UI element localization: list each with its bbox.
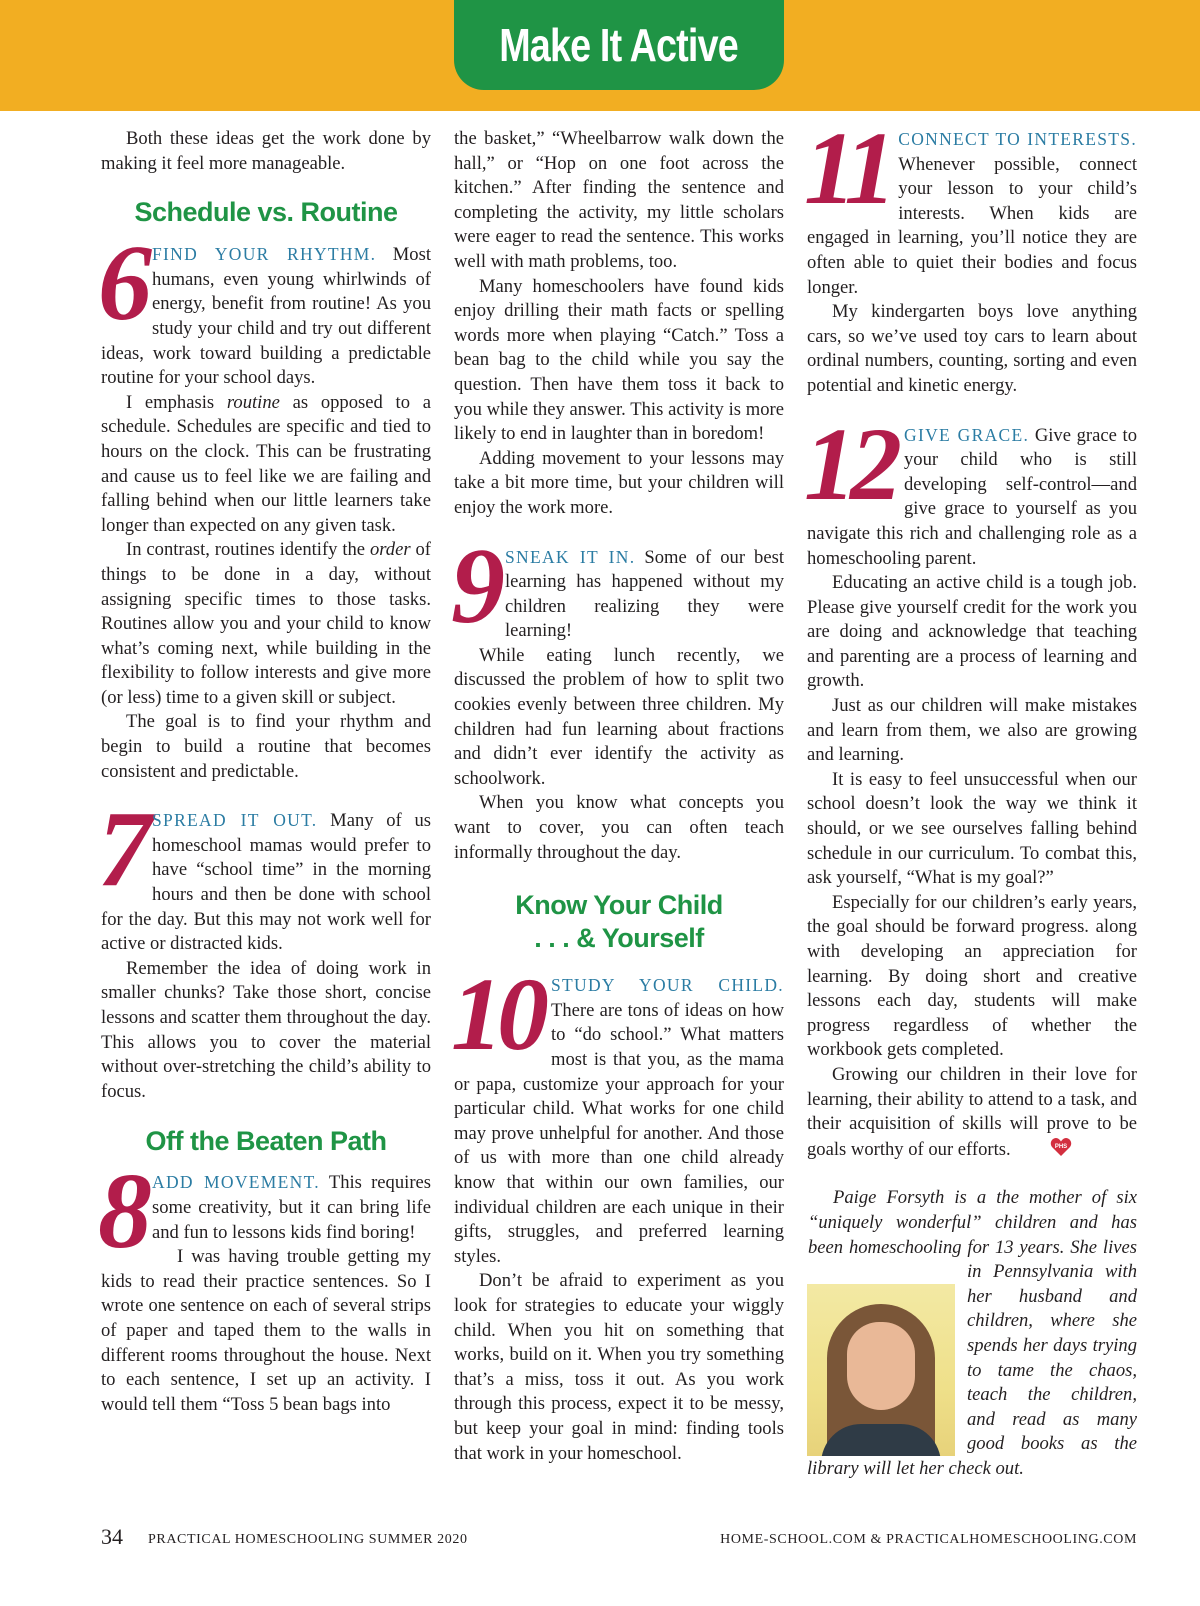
drop-cap-number: 6 [98, 224, 146, 344]
tip-lead-in: ADD MOVEMENT. [152, 1172, 320, 1193]
paragraph: I was having trouble getting my kids to read their practice sentences. So I wrote one sentence on each of several strips of paper and taped them to the walls in different rooms throughout the house. Next to each sentence, I set up an activity. I would tell them “Toss 5 bean bags into [101, 1246, 431, 1415]
tip-lead-in: FIND YOUR RHYTHM. [152, 244, 377, 265]
tip-text: There are tons of ideas on how to “do school.” What matters most is that you, as the mama or papa, customize your approach for your particular child. What works for one child may prove unhelpful for another. And those of us with more than one child already know that within our own families, our individual children are each unique in their gifts, struggles, and preferred learning styles. [454, 999, 784, 1267]
paragraph: the basket,” “Wheelbarrow walk down the hall,” or “Hop on one foot across the kitchen.” After finding the sentence and completing the activity, my little scholars were eager to read the sentence. This works well with math problems, too. [454, 128, 784, 272]
page-number: 34 [101, 1524, 123, 1549]
column-1 [98, 127, 432, 1417]
author-photo [807, 1284, 955, 1456]
paragraph: Adding movement to your lessons may take a bit more time, but your children will enjoy the work more. [454, 447, 784, 518]
paragraph: Educating an active child is a tough job. Please give yourself credit for the work you are doing and acknowledge that teaching and parenting are a process of learning and growth. [807, 572, 1137, 692]
paragraph: It is easy to feel unsuccessful when our school doesn’t look the way we think it should, or we see ourselves falling behind schedule in our curriculum. To combat this, ask yourself, “What is my goal?” [807, 768, 1137, 889]
drop-cap-number: 7 [98, 790, 146, 910]
section-tab [454, 0, 784, 90]
tip-11 [804, 111, 1137, 300]
author-bio [807, 1186, 1137, 1481]
section-heading-line-2: . . . & Yourself [534, 923, 704, 954]
drop-cap-number: 11 [804, 111, 891, 226]
section-heading: Off the Beaten Path [145, 1126, 387, 1157]
paragraph: Many homeschoolers have found kids enjoy drilling their math facts or spelling words more when playing “Catch.” Toss a bean bag to the child while you say the question. Then have them toss it back to you while they answer. This activity is more likely to end in laughter than in boredom! [454, 275, 784, 445]
tip-12 [804, 406, 1137, 572]
tip-9 [451, 526, 784, 646]
paragraph: I emphasis routine as opposed to a schedule. Schedules are specific and tied to hours on the clock. This can be frustrating and cause us to feel like we are failing and falling behind when our little learners take longer than expected on any given task. [101, 391, 431, 536]
heart-end-mark-icon [1025, 1137, 1067, 1157]
tip-8 [98, 1152, 432, 1272]
magazine-issue: PRACTICAL HOMESCHOOLING SUMMER 2020 [148, 1532, 468, 1547]
paragraph: Both these ideas get the work done by making it feel more manageable. [101, 128, 431, 174]
tip-text: This requires some creativity, but it can bring life and fun to lessons kids find boring! [152, 1172, 432, 1243]
svg-text:PHS: PHS [1054, 1143, 1067, 1150]
section-heading: Schedule vs. Routine [134, 197, 398, 228]
column-2 [451, 127, 784, 1466]
paragraph: Just as our children will make mistakes and learn from them, we also are growing and learning. [807, 695, 1137, 766]
paragraph: My kindergarten boys love anything cars, so we’ve used toy cars to learn about ordinal numbers, counting, sorting and even potential and kinetic energy. [807, 301, 1137, 396]
tip-10 [451, 957, 784, 1269]
tip-text: Give grace to your child who is still developing self-control—and give grace to yourself as you navigate this rich and challenging role as a homeschooling parent. [807, 424, 1137, 569]
author-bio-text: Paige Forsyth is a the mother of six “uniquely wonderful” children and has been homeschooling for 13 years. She lives in Pennsylvania with her husband and children, where she spends her days trying to tame the chaos, teach the children, and read as many good books as the library will let her check out. [807, 1187, 1137, 1479]
drop-cap-number: 10 [451, 957, 543, 1073]
tip-text: Whenever possible, connect your lesson to your child’s interests. When kids are engaged in learning, you’ll notice they are often able to quiet their bodies and focus longer. [807, 153, 1137, 298]
tip-text: Most humans, even young whirlwinds of energy, benefit from routine! As you study your child and try out different ideas, work toward building a predictable routine for your school days. [101, 244, 431, 389]
drop-cap-number: 8 [98, 1152, 146, 1272]
tip-lead-in: SPREAD IT OUT. [152, 810, 318, 831]
tip-7 [98, 790, 431, 957]
paragraph: Growing our children in their love for learning, their ability to attend to a task, and their acquisition of skills will prove to be goals worthy of our efforts. PHS [807, 1063, 1137, 1160]
paragraph: Remember the idea of doing work in smaller chunks? Take those short, concise lessons and scatter them throughout the day. This allows you to cover the material without over-stretching the child’s ability to focus. [101, 957, 431, 1102]
tip-text: Some of our best learning has happened without my children realizing they were learning! [505, 546, 784, 642]
tip-text: Many of us homeschool mamas would prefer to have “school time” in the morning hours and then be done with school for the day. But this may not work well for active or distracted kids. [101, 810, 431, 955]
paragraph: While eating lunch recently, we discussed the problem of how to split two cookies evenly between three children. My children had fun learning about fractions and didn’t ever identify the activity as schoolwork. [454, 644, 784, 789]
tip-lead-in: CONNECT TO INTERESTS. [898, 129, 1137, 149]
section-heading: Know Your Child [515, 890, 723, 921]
section-title: Make It Active [499, 19, 739, 71]
tip-lead-in: SNEAK IT IN. [505, 546, 636, 567]
paragraph: The goal is to find your rhythm and begin to build a routine that becomes consistent and predictable. [101, 711, 431, 782]
paragraph: In contrast, routines identify the order of things to be done in a day, without assigning specific times to those tasks. Routines allow you and your child to know what’s coming next, while building in the flexibility to follow interests and give more (or less) time to a given skill or subject. [101, 539, 431, 708]
paragraph: When you know what concepts you want to cover, you can often teach informally throughout the day. [454, 792, 784, 863]
column-3 [804, 111, 1137, 1481]
drop-cap-number: 12 [804, 406, 896, 522]
tip-lead-in: STUDY YOUR CHILD. [551, 975, 784, 996]
paragraph: Don’t be afraid to experiment as you look for strategies to educate your wiggly child. When you hit on something that works, build on it. When you try something that’s a miss, toss it out. As you work through this process, expect it to be messy, but keep your goal in mind: finding tools that work in your homeschool. [454, 1270, 784, 1464]
tip-6 [98, 224, 431, 391]
page-footer [101, 1524, 1137, 1556]
tip-lead-in: GIVE GRACE. [904, 424, 1030, 445]
drop-cap-number: 9 [451, 526, 499, 646]
paragraph: Especially for our children’s early years, the goal should be forward progress. along with developing an appreciation for learning. By doing short and creative lessons each day, students will make progress regardless of whether the workbook gets completed. [807, 891, 1137, 1061]
website-url: HOME-SCHOOL.COM & PRACTICALHOMESCHOOLING.COM [720, 1532, 1137, 1547]
